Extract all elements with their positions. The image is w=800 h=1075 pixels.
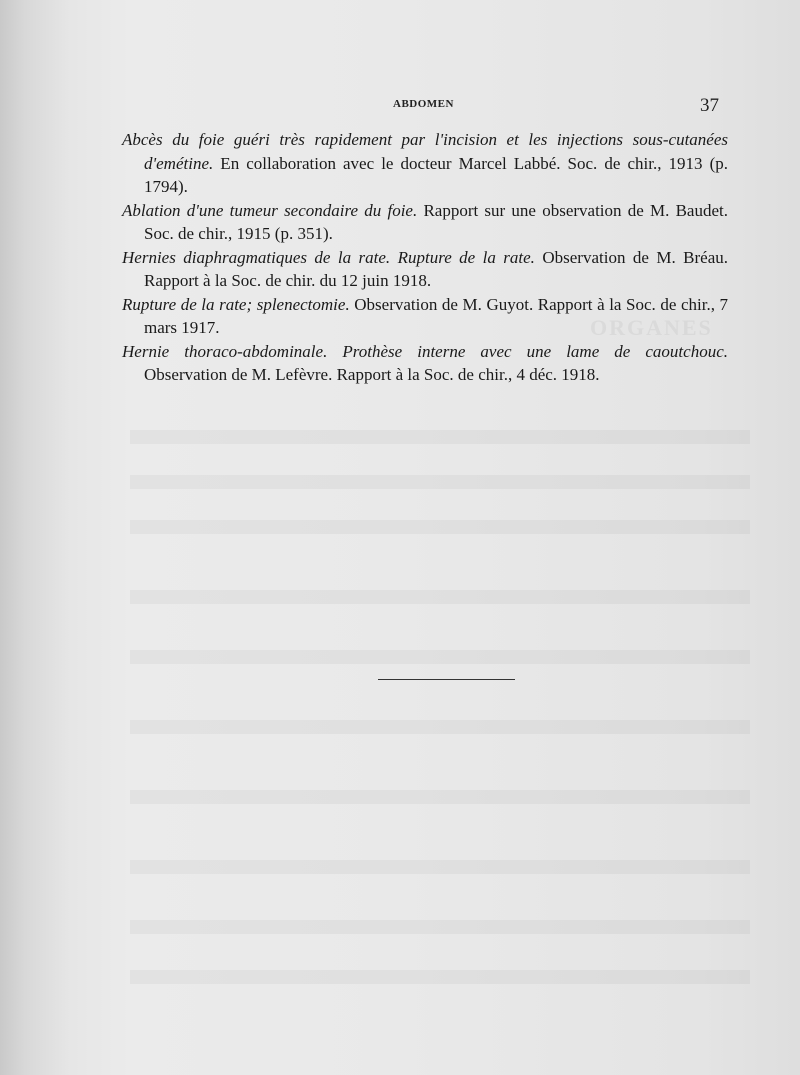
running-head: ABDOMEN <box>393 98 454 110</box>
entry-details: Observation de M. Bréau. Rapport à la Soc. de chir. du 12 juin 1918. <box>144 247 728 290</box>
bibliography-entry <box>122 340 728 387</box>
entry-details: En collaboration avec le docteur Marcel Labbé. Soc. de chir., 1913 (p. 1794). <box>144 153 728 196</box>
entry-title: Hernie thoraco-abdominale. Prothèse interne avec une lame de caoutchouc. <box>122 341 728 361</box>
bleed-through-line <box>130 920 750 934</box>
bleed-through-line <box>130 520 750 534</box>
entry-title: Rupture de la rate; splenectomie. <box>122 294 350 314</box>
entry-details: Observation de M. Guyot. Rapport à la Soc. de chir., 7 mars 1917. <box>144 294 729 337</box>
entry-details: Rapport sur une observation de M. Baudet. Soc. de chir., 1915 (p. 351). <box>144 200 728 243</box>
page-number: 37 <box>700 95 719 116</box>
entry-title: Ablation d'une tumeur secondaire du foie. <box>122 200 418 220</box>
bleed-through-line <box>130 430 750 444</box>
bleed-through-line <box>130 590 750 604</box>
entry-title: Hernies diaphragmatiques de la rate. Rupture de la rate. <box>122 247 535 267</box>
bleed-through-line <box>130 475 750 489</box>
bibliography-list <box>122 128 728 387</box>
entry-title: Abcès du foie guéri très rapidement par l'incision et les injections sous-cutanées d'emétine. <box>122 130 728 173</box>
bleed-through-line <box>130 790 750 804</box>
entry-details: Observation de M. Lefèvre. Rapport à la Soc. de chir., 4 déc. 1918. <box>144 365 600 384</box>
bibliography-entry <box>122 293 728 340</box>
bleed-through-line <box>130 650 750 664</box>
bleed-through-line <box>130 720 750 734</box>
bleed-through-line <box>130 970 750 984</box>
bibliography-entry <box>122 199 728 246</box>
section-divider <box>378 679 515 680</box>
bibliography-entry <box>122 128 728 199</box>
bibliography-entry <box>122 246 728 293</box>
bleed-through-heading: ORGANES <box>590 315 713 340</box>
bleed-through-line <box>130 860 750 874</box>
